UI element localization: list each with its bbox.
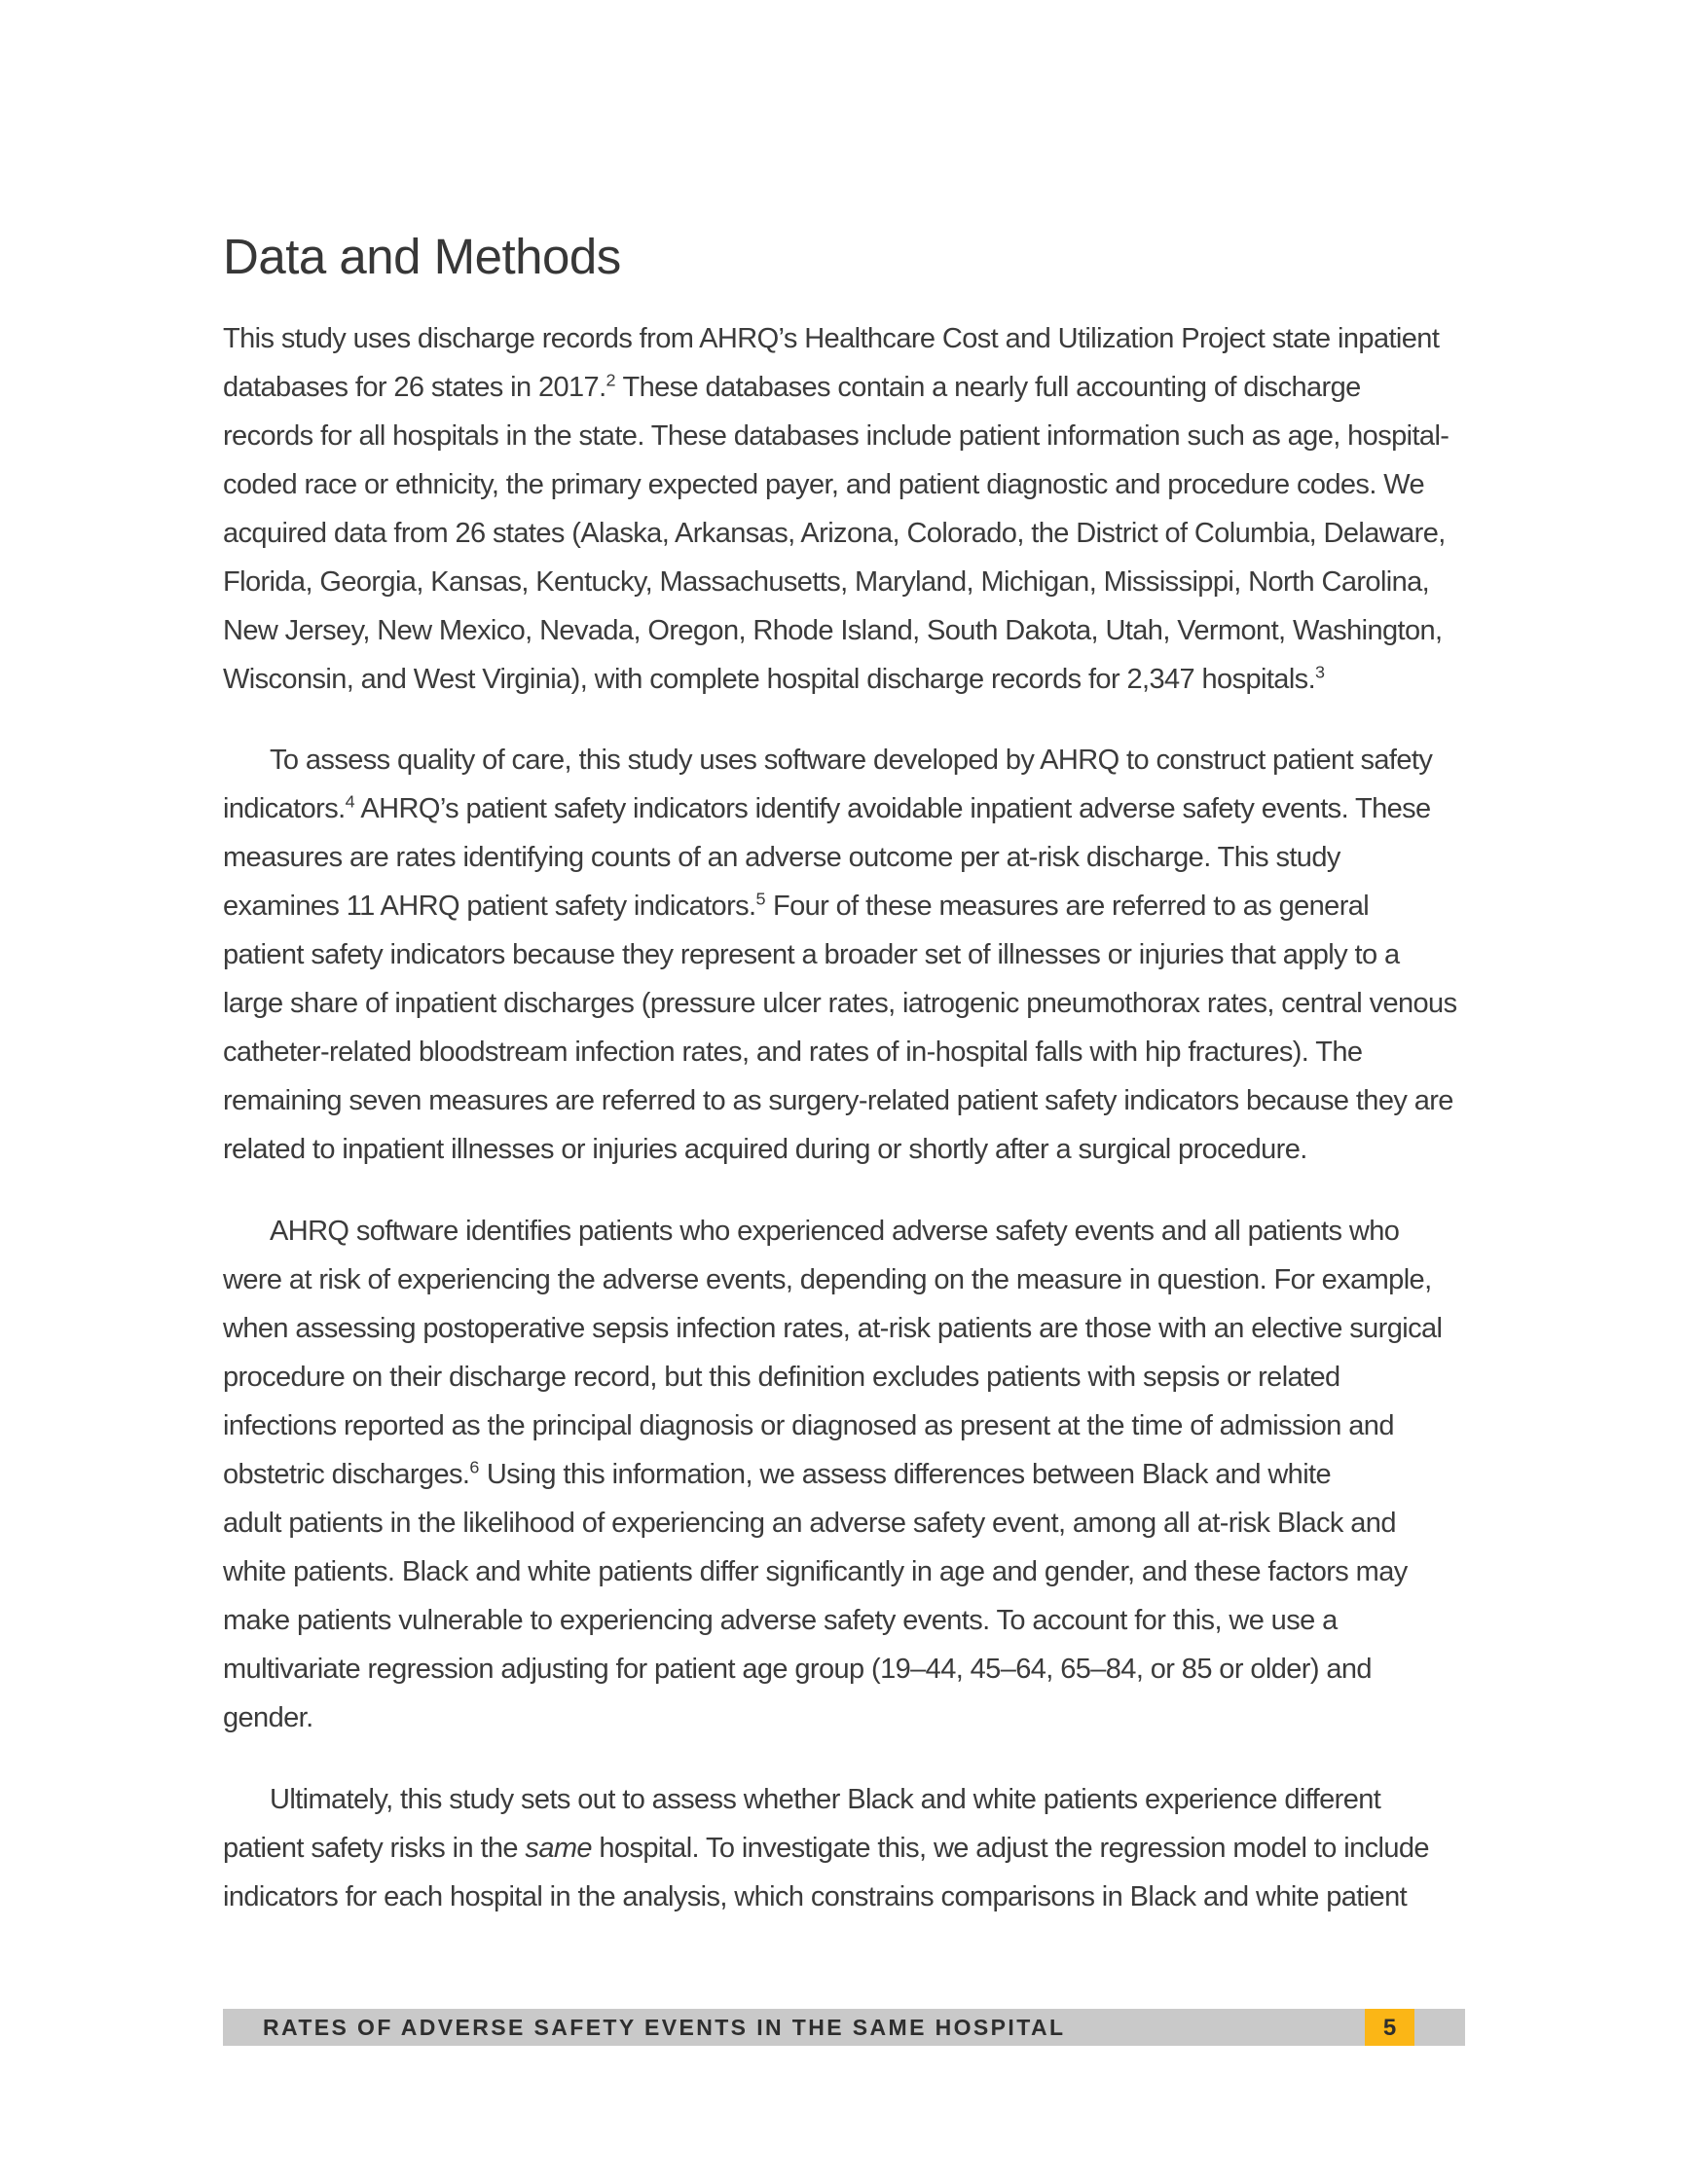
text-line: infections reported as the principal diagnosis or diagnosed as present at the time of admission and <box>223 1410 1394 1441</box>
text-line <box>223 1450 1442 1499</box>
footnote-ref-4: 4 <box>345 791 355 812</box>
text-line: white patients. Black and white patients differ significantly in age and gender, and these factors may <box>223 1556 1408 1587</box>
text-line: gender. <box>223 1702 313 1733</box>
text-line: procedure on their discharge record, but this definition excludes patients with sepsis or related <box>223 1362 1340 1393</box>
text-line <box>223 363 1449 412</box>
text-line <box>223 655 1449 704</box>
text-line: remaining seven measures are referred to as surgery-related patient safety indicators because they are <box>223 1085 1453 1116</box>
emphasized-word: same <box>525 1833 592 1864</box>
text-segment: Four of these measures are referred to as general <box>765 891 1370 922</box>
text-line: make patients vulnerable to experiencing adverse safety events. To account for this, we use a <box>223 1605 1338 1636</box>
text-line: Florida, Georgia, Kansas, Kentucky, Massachusetts, Maryland, Michigan, Mississippi, North Carolina, <box>223 566 1430 598</box>
text-line <box>223 1824 1429 1873</box>
text-line: indicators for each hospital in the analysis, which constrains comparisons in Black and white patient <box>223 1881 1408 1912</box>
footer-running-title: RATES OF ADVERSE SAFETY EVENTS IN THE SAME HOSPITAL <box>263 2015 1066 2040</box>
text-segment: Using this information, we assess differences between Black and white <box>479 1459 1332 1490</box>
text-line: were at risk of experiencing the adverse events, depending on the measure in question. For example, <box>223 1264 1432 1295</box>
text-line: multivariate regression adjusting for patient age group (19–44, 45–64, 65–84, or 85 or older) and <box>223 1654 1372 1685</box>
text-segment: Wisconsin, and West Virginia), with complete hospital discharge records for 2,347 hospitals. <box>223 664 1316 695</box>
text-line: Ultimately, this study sets out to assess whether Black and white patients experience different <box>270 1784 1381 1815</box>
paragraph-4 <box>223 1775 1429 1921</box>
text-segment: indicators. <box>223 793 346 824</box>
footnote-ref-6: 6 <box>469 1457 480 1477</box>
footnote-ref-2: 2 <box>605 370 616 390</box>
text-line <box>223 784 1456 833</box>
footer-bar <box>223 2009 1465 2046</box>
paragraph-1 <box>223 314 1449 704</box>
text-line: acquired data from 26 states (Alaska, Arkansas, Arizona, Colorado, the District of Columbia, Delaware, <box>223 518 1446 549</box>
text-line: patient safety indicators because they represent a broader set of illnesses or injuries that apply to a <box>223 939 1400 970</box>
text-line: measures are rates identifying counts of an adverse outcome per at-risk discharge. This study <box>223 842 1340 873</box>
section-title: Data and Methods <box>223 229 621 284</box>
text-line: adult patients in the likelihood of experiencing an adverse safety event, among all at-risk Black and <box>223 1508 1396 1539</box>
text-segment: obstetric discharges. <box>223 1459 470 1490</box>
paragraph-2 <box>223 736 1456 1174</box>
footnote-ref-3: 3 <box>1315 662 1326 682</box>
text-line: large share of inpatient discharges (pressure ulcer rates, iatrogenic pneumothorax rates, central venous <box>223 988 1457 1019</box>
page-number-badge: 5 <box>1365 2009 1414 2046</box>
text-line: AHRQ software identifies patients who experienced adverse safety events and all patients who <box>270 1216 1400 1247</box>
footnote-ref-5: 5 <box>755 889 766 909</box>
text-segment: patient safety risks in the <box>223 1833 526 1864</box>
text-line: This study uses discharge records from AHRQ’s Healthcare Cost and Utilization Project state inpatient <box>223 323 1440 354</box>
text-line: To assess quality of care, this study uses software developed by AHRQ to construct patient safety <box>270 745 1433 776</box>
text-line: coded race or ethnicity, the primary expected payer, and patient diagnostic and procedure codes. We <box>223 469 1425 500</box>
text-line: records for all hospitals in the state. These databases include patient information such as age, hospital- <box>223 420 1449 452</box>
text-segment: hospital. To investigate this, we adjust the regression model to include <box>591 1833 1429 1864</box>
paragraph-3 <box>223 1207 1442 1742</box>
text-segment: examines 11 AHRQ patient safety indicators. <box>223 891 756 922</box>
text-line: New Jersey, New Mexico, Nevada, Oregon, Rhode Island, South Dakota, Utah, Vermont, Washington, <box>223 615 1443 646</box>
text-line: when assessing postoperative sepsis infection rates, at-risk patients are those with an elective surgical <box>223 1313 1443 1344</box>
text-line: catheter-related bloodstream infection rates, and rates of in-hospital falls with hip fractures). The <box>223 1037 1363 1068</box>
text-line <box>223 882 1456 930</box>
text-segment: These databases contain a nearly full accounting of discharge <box>615 372 1361 403</box>
text-segment: databases for 26 states in 2017. <box>223 372 606 403</box>
text-segment: AHRQ’s patient safety indicators identify avoidable inpatient adverse safety events. These <box>354 793 1431 824</box>
text-line: related to inpatient illnesses or injuries acquired during or shortly after a surgical procedure. <box>223 1134 1307 1165</box>
